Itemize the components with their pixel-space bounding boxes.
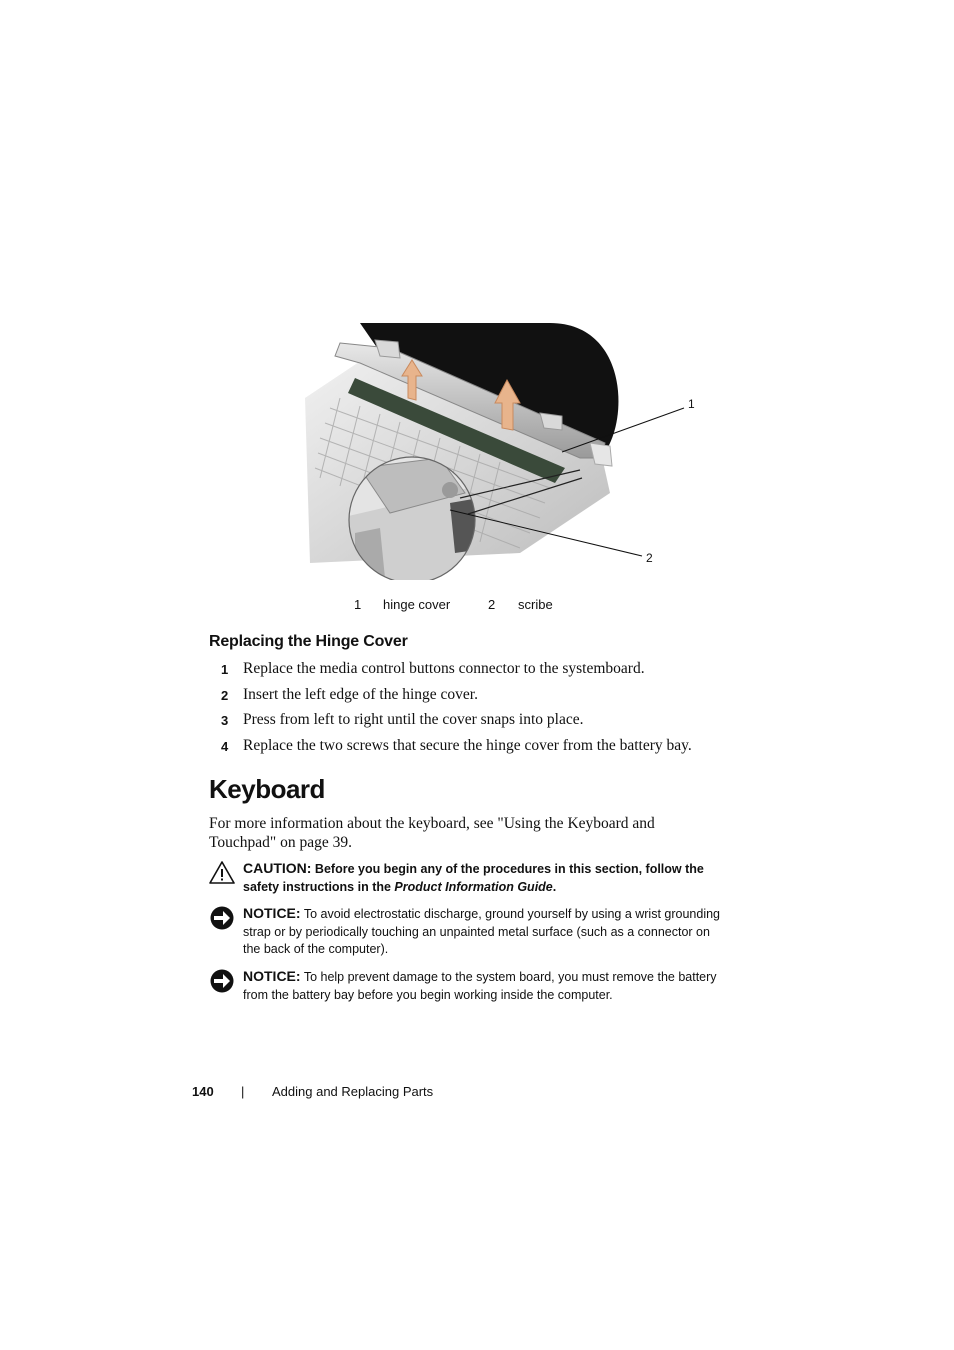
section-heading: Keyboard [209, 774, 325, 804]
callout-number-1: 1 [688, 397, 695, 411]
step-text: Replace the media control buttons connector to the systemboard. [243, 660, 645, 677]
warning-triangle-icon [209, 860, 235, 886]
step-number: 4 [221, 739, 229, 754]
callout-legend-label-1: hinge cover [383, 597, 451, 612]
notice-label: NOTICE: [243, 968, 301, 984]
caution-text-after: . [552, 879, 557, 894]
callout-number-2: 2 [646, 551, 653, 565]
notice-label: NOTICE: [243, 905, 301, 921]
intro-paragraph: For more information about the keyboard, see "Using the Keyboard and Touchpad" on page 39. [209, 815, 655, 851]
notice-body [243, 968, 723, 1004]
notice-arrow-icon [209, 905, 235, 931]
step-number: 1 [221, 662, 229, 677]
step-number: 2 [221, 688, 229, 703]
footer-separator: | [241, 1084, 245, 1099]
page-number: 140 [192, 1084, 214, 1099]
step-text: Replace the two screws that secure the hinge cover from the battery bay. [243, 737, 692, 754]
step-number: 3 [221, 713, 229, 728]
caution-label: CAUTION: [243, 860, 312, 876]
hinge-cover-figure [300, 318, 700, 580]
caution-text-before: Before you begin any of the procedures in this section, follow the safety instructions in the [243, 862, 704, 894]
step-text: Press from left to right until the cover snaps into place. [243, 711, 584, 728]
notice-text: To avoid electrostatic discharge, ground yourself by using a wrist grounding strap or by periodically touching an unpainted metal surface (such as a connector on the back of the computer). [243, 907, 721, 956]
subsection-heading: Replacing the Hinge Cover [209, 633, 408, 650]
callout-legend-num-2: 2 [488, 597, 496, 612]
notice-body [243, 905, 723, 959]
callout-legend-num-1: 1 [354, 597, 362, 612]
caution-body [243, 860, 723, 896]
callout-legend-label-2: scribe [518, 597, 553, 612]
notice-arrow-icon [209, 968, 235, 994]
caution-guide-title: Product Information Guide [394, 879, 553, 894]
footer-section-title: Adding and Replacing Parts [272, 1084, 434, 1099]
notice-text: To help prevent damage to the system board, you must remove the battery from the battery bay before you begin working inside the computer. [243, 970, 717, 1002]
step-text: Insert the left edge of the hinge cover. [243, 686, 478, 703]
